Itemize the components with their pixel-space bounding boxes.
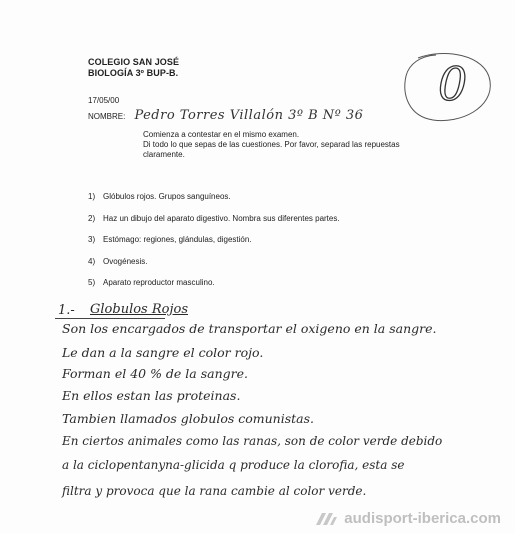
answer-line: Son los encargados de transportar el oxigeno en la sangre. <box>62 321 437 336</box>
question-number: 3) <box>88 235 96 244</box>
watermark-text: audisport-iberica.com <box>344 510 501 527</box>
instruction-line: Di todo lo que sepas de las cuestiones. Por favor, separad las repuestas claramente. <box>143 140 400 159</box>
answer-line: En ciertos animales como las ranas, son de color verde debido <box>62 434 443 448</box>
question-text: Aparato reproductor masculino. <box>103 278 215 287</box>
answer-line: a la ciclopentanyna-glicida q produce la clorofia, esta se <box>62 458 405 472</box>
answer-line: Forman el 40 % de la sangre. <box>62 366 248 381</box>
answer-line: Tambien llamados globulos comunistas. <box>62 411 315 426</box>
question-text: Haz un dibujo del aparato digestivo. Nombra sus diferentes partes. <box>103 213 340 223</box>
subject-name: BIOLOGÍA 3º BUP-B. <box>88 68 179 78</box>
answer-title: Globulos Rojos <box>90 302 188 317</box>
student-name: Pedro Torres Villalón 3º B Nº 36 <box>134 108 364 123</box>
school-name: COLEGIO SAN JOSÉ <box>88 57 180 67</box>
question-list <box>88 192 340 300</box>
question-number: 1) <box>88 192 96 201</box>
student-name-row <box>88 104 363 123</box>
question-text: Ovogénesis. <box>103 256 148 266</box>
exam-date: 17/05/00 <box>88 96 120 105</box>
answer-number: 1.- <box>58 303 75 318</box>
question-item <box>88 192 340 214</box>
question-number: 2) <box>88 213 96 223</box>
grade-circle <box>398 46 498 126</box>
instruction-line: Comienza a contestar en el mismo examen. <box>143 130 300 139</box>
instructions <box>143 130 443 160</box>
question-item <box>88 235 340 257</box>
question-item <box>88 214 340 236</box>
answer-line: filtra y provoca que la rana cambie al color verde. <box>62 484 367 498</box>
question-item <box>88 257 340 279</box>
title-underline <box>55 318 165 319</box>
question-item <box>88 278 340 300</box>
grade-value: 0 <box>438 57 468 111</box>
watermark-logo-icon <box>312 511 338 527</box>
question-text: Glóbulos rojos. Grupos sanguíneos. <box>103 192 231 201</box>
answer-line: En ellos estan las proteinas. <box>62 388 241 403</box>
answer-line: Le dan a la sangre el color rojo. <box>62 345 264 360</box>
question-number: 5) <box>88 278 96 287</box>
watermark <box>312 510 501 527</box>
school-header <box>88 57 179 79</box>
name-label: NOMBRE: <box>88 112 126 121</box>
question-text: Estómago: regiones, glándulas, digestión. <box>103 235 252 244</box>
question-number: 4) <box>88 256 96 266</box>
